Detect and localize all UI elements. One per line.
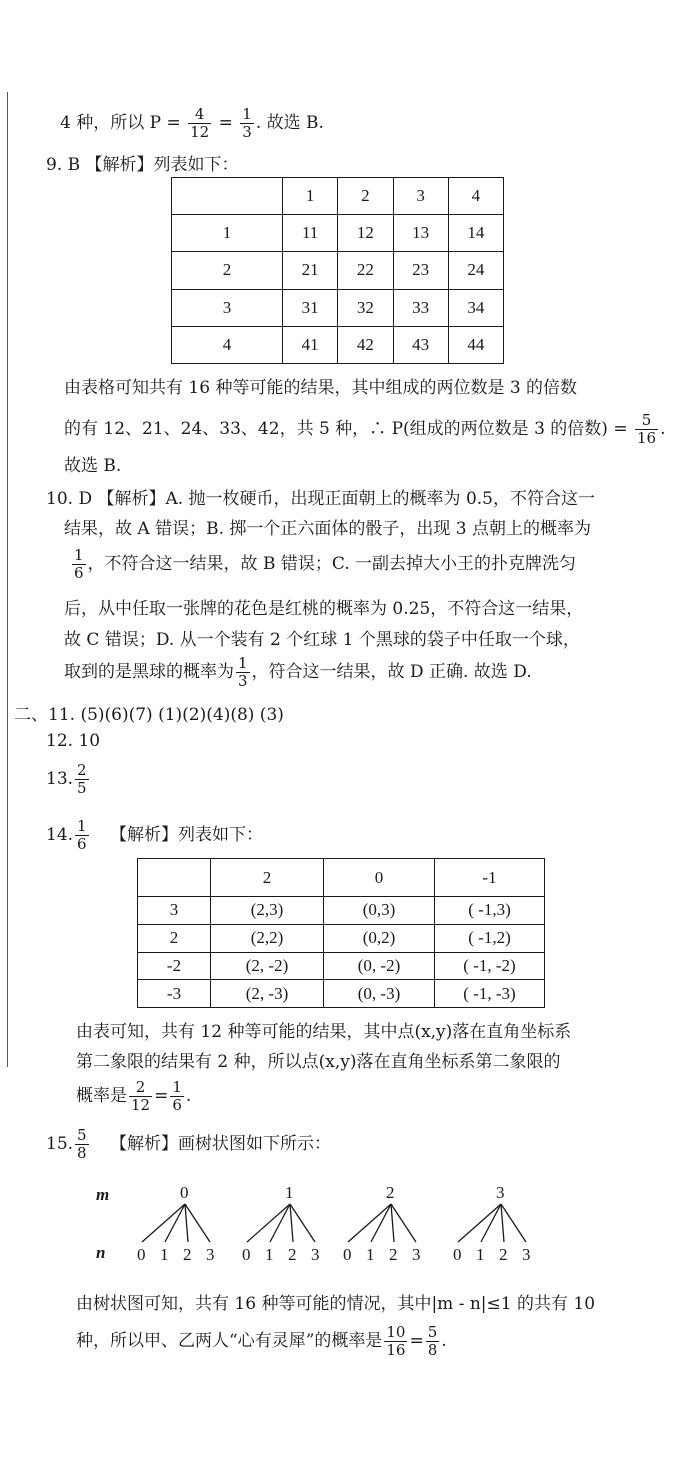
table-cell: 41 <box>283 326 338 363</box>
tree-branch <box>165 1204 185 1242</box>
table-cell: (2,3) <box>211 897 324 925</box>
table-row <box>172 178 504 215</box>
table-cell: 0 <box>324 859 435 897</box>
table-cell: 22 <box>338 252 393 289</box>
table-row <box>138 924 545 952</box>
margin-rule <box>7 92 8 1067</box>
table-cell: 13 <box>393 215 448 252</box>
tree-leaf: 1 <box>160 1245 169 1264</box>
q9-line2: 的有 12、21、24、33、42，共 5 种，∴ P(组成的两位数是 3 的倍数) = $\frac{5}{16}$ . <box>64 411 666 447</box>
table-cell: 42 <box>338 326 393 363</box>
table-cell: (0,2) <box>324 924 435 952</box>
tree-n-label: n <box>96 1243 106 1262</box>
tree-leaf: 2 <box>183 1245 192 1264</box>
table-cell: 3 <box>138 897 211 925</box>
fraction: $\frac{10}{16}$ <box>386 1323 406 1359</box>
table-cell: (2, -3) <box>211 980 324 1008</box>
q9-table <box>171 177 504 364</box>
tree-branch <box>501 1204 504 1242</box>
table-row <box>172 252 504 289</box>
tree-leaf: 1 <box>476 1245 485 1264</box>
tree-leaf: 3 <box>311 1245 320 1264</box>
tree-root: 1 <box>285 1183 294 1202</box>
table-cell: 24 <box>448 252 503 289</box>
table-cell: 4 <box>172 326 283 363</box>
tree-leaf: 2 <box>499 1245 508 1264</box>
table-cell: 23 <box>393 252 448 289</box>
tree-leaf: 3 <box>206 1245 215 1264</box>
q15-heading: 15. $\frac{5}{8}$ 【解析】画树状图如下所示： <box>46 1126 331 1162</box>
q8-conclusion: 4 种，所以 P = $\frac{4}{12}$ = $\frac{1}{3}$ . 故选 B. <box>60 105 324 141</box>
table-cell: 31 <box>283 289 338 326</box>
tree-leaf: 3 <box>522 1245 531 1264</box>
q15-line1: 由树状图可知，共有 16 种等可能的情况，其中|m - n|≤1 的共有 10 <box>76 1294 596 1314</box>
table-cell: 12 <box>338 215 393 252</box>
tree-branch <box>185 1204 210 1242</box>
tree-leaf: 2 <box>288 1245 297 1264</box>
tree-leaf: 0 <box>242 1245 251 1264</box>
fraction: $\frac{5}{8}$ <box>77 1126 87 1162</box>
table-cell: 34 <box>448 289 503 326</box>
table-cell <box>138 859 211 897</box>
table-cell: -1 <box>435 859 545 897</box>
table-cell: (2, -2) <box>211 952 324 980</box>
table-row <box>172 289 504 326</box>
q14-line2: 第二象限的结果有 2 种，所以点(x,y)落在直角坐标系第二象限的 <box>76 1052 561 1072</box>
tree-leaf: 1 <box>265 1245 274 1264</box>
q9-heading: 9. B 【解析】列表如下： <box>46 155 239 175</box>
q10-line1: 10. D 【解析】A. 抛一枚硬币，出现正面朝上的概率为 0.5，不符合这一 <box>46 489 595 509</box>
q14-line3: 概率是 $\frac{2}{12}$ = $\frac{1}{6}$ . <box>76 1078 192 1114</box>
tree-root: 3 <box>496 1183 505 1202</box>
q14-table <box>137 858 545 1008</box>
q9-line3: 故选 B. <box>64 456 122 476</box>
tree-leaf: 2 <box>389 1245 398 1264</box>
tree-branch <box>270 1204 290 1242</box>
q10-line4: 后，从中任取一张牌的花色是红桃的概率为 0.25，不符合这一结果， <box>64 599 584 619</box>
tree-leaf: 0 <box>453 1245 462 1264</box>
tree-branch <box>371 1204 391 1242</box>
table-cell: -3 <box>138 980 211 1008</box>
table-cell: 11 <box>283 215 338 252</box>
table-cell: (0, -3) <box>324 980 435 1008</box>
table-cell <box>172 178 283 215</box>
tree-root: 0 <box>180 1183 189 1202</box>
tree-branch <box>247 1204 290 1242</box>
tree-leaf: 0 <box>137 1245 146 1264</box>
tree-group-2 <box>343 1183 421 1264</box>
table-cell: 14 <box>448 215 503 252</box>
tree-m-label: m <box>96 1185 110 1204</box>
fraction: $\frac{4}{12}$ <box>190 105 210 141</box>
tree-branch <box>391 1204 416 1242</box>
tree-branch <box>458 1204 501 1242</box>
table-cell: 2 <box>172 252 283 289</box>
tree-branch <box>348 1204 391 1242</box>
table-row <box>138 859 545 897</box>
q15-line2: 种，所以甲、乙两人“心有灵犀”的概率是 $\frac{10}{16}$ = $\frac{5}{8}$ . <box>76 1323 447 1359</box>
fraction: $\frac{2}{5}$ <box>77 761 87 797</box>
fraction: $\frac{1}{3}$ <box>238 654 248 690</box>
table-cell: 43 <box>393 326 448 363</box>
q9-line1: 由表格可知共有 16 种等可能的结果，其中组成的两位数是 3 的倍数 <box>64 378 578 398</box>
tree-leaf: 0 <box>343 1245 352 1264</box>
tree-branch <box>290 1204 293 1242</box>
tree-group-3 <box>453 1183 531 1264</box>
tree-branch <box>142 1204 185 1242</box>
tree-branch <box>501 1204 526 1242</box>
tree-branch <box>481 1204 501 1242</box>
table-cell: ( -1, -2) <box>435 952 545 980</box>
q10-line3: $\frac{1}{6}$ ，不符合这一结果，故 B 错误；C. 一副去掉大小王的扑克牌洗匀 <box>74 546 577 582</box>
table-cell: 44 <box>448 326 503 363</box>
table-cell: (2,2) <box>211 924 324 952</box>
q11-answer: 二、11. (5)(6)(7) (1)(2)(4)(8) (3) <box>14 705 284 725</box>
table-cell: ( -1,3) <box>435 897 545 925</box>
table-cell: 4 <box>448 178 503 215</box>
q10-line2: 结果，故 A 错误；B. 掷一个正六面体的骰子，出现 3 点朝上的概率为 <box>64 519 592 539</box>
table-row <box>138 897 545 925</box>
table-cell: 3 <box>172 289 283 326</box>
fraction: $\frac{1}{3}$ <box>242 105 252 141</box>
table-cell: 2 <box>211 859 324 897</box>
q12-answer: 12. 10 <box>46 731 101 751</box>
table-row <box>172 326 504 363</box>
table-cell: 1 <box>283 178 338 215</box>
q10-line5: 故 C 错误；D. 从一个装有 2 个红球 1 个黑球的袋子中任取一个球， <box>64 630 580 650</box>
table-cell: 1 <box>172 215 283 252</box>
q14-heading: 14. $\frac{1}{6}$ 【解析】列表如下： <box>46 817 263 853</box>
table-cell: 2 <box>138 924 211 952</box>
table-row <box>138 980 545 1008</box>
q10-line6: 取到的是黑球的概率为 $\frac{1}{3}$ ，符合这一结果，故 D 正确. 故选 D. <box>64 654 532 690</box>
table-cell: ( -1, -3) <box>435 980 545 1008</box>
table-cell: (0, -2) <box>324 952 435 980</box>
table-cell: 2 <box>338 178 393 215</box>
q13-answer: 13. $\frac{2}{5}$ <box>46 761 87 797</box>
tree-branch <box>391 1204 394 1242</box>
table-cell: 3 <box>393 178 448 215</box>
fraction: $\frac{2}{12}$ <box>131 1078 151 1114</box>
table-cell: (0,3) <box>324 897 435 925</box>
tree-branch <box>290 1204 315 1242</box>
fraction: $\frac{5}{8}$ <box>427 1323 438 1359</box>
tree-branch <box>185 1204 188 1242</box>
fraction: $\frac{1}{6}$ <box>172 1078 182 1114</box>
table-row <box>172 215 504 252</box>
tree-diagram <box>90 1180 560 1270</box>
tree-root: 2 <box>386 1183 395 1202</box>
tree-group-1 <box>242 1183 320 1264</box>
table-cell: -2 <box>138 952 211 980</box>
table-cell: 21 <box>283 252 338 289</box>
fraction: $\frac{5}{16}$ <box>636 411 657 447</box>
tree-leaf: 3 <box>412 1245 421 1264</box>
fraction: $\frac{1}{6}$ <box>74 546 84 582</box>
table-cell: 32 <box>338 289 393 326</box>
table-row <box>138 952 545 980</box>
tree-leaf: 1 <box>366 1245 375 1264</box>
table-cell: ( -1,2) <box>435 924 545 952</box>
tree-group-0 <box>137 1183 215 1264</box>
table-cell: 33 <box>393 289 448 326</box>
fraction: $\frac{1}{6}$ <box>77 817 87 853</box>
q14-line1: 由表可知，共有 12 种等可能的结果，其中点(x,y)落在直角坐标系 <box>76 1022 572 1042</box>
